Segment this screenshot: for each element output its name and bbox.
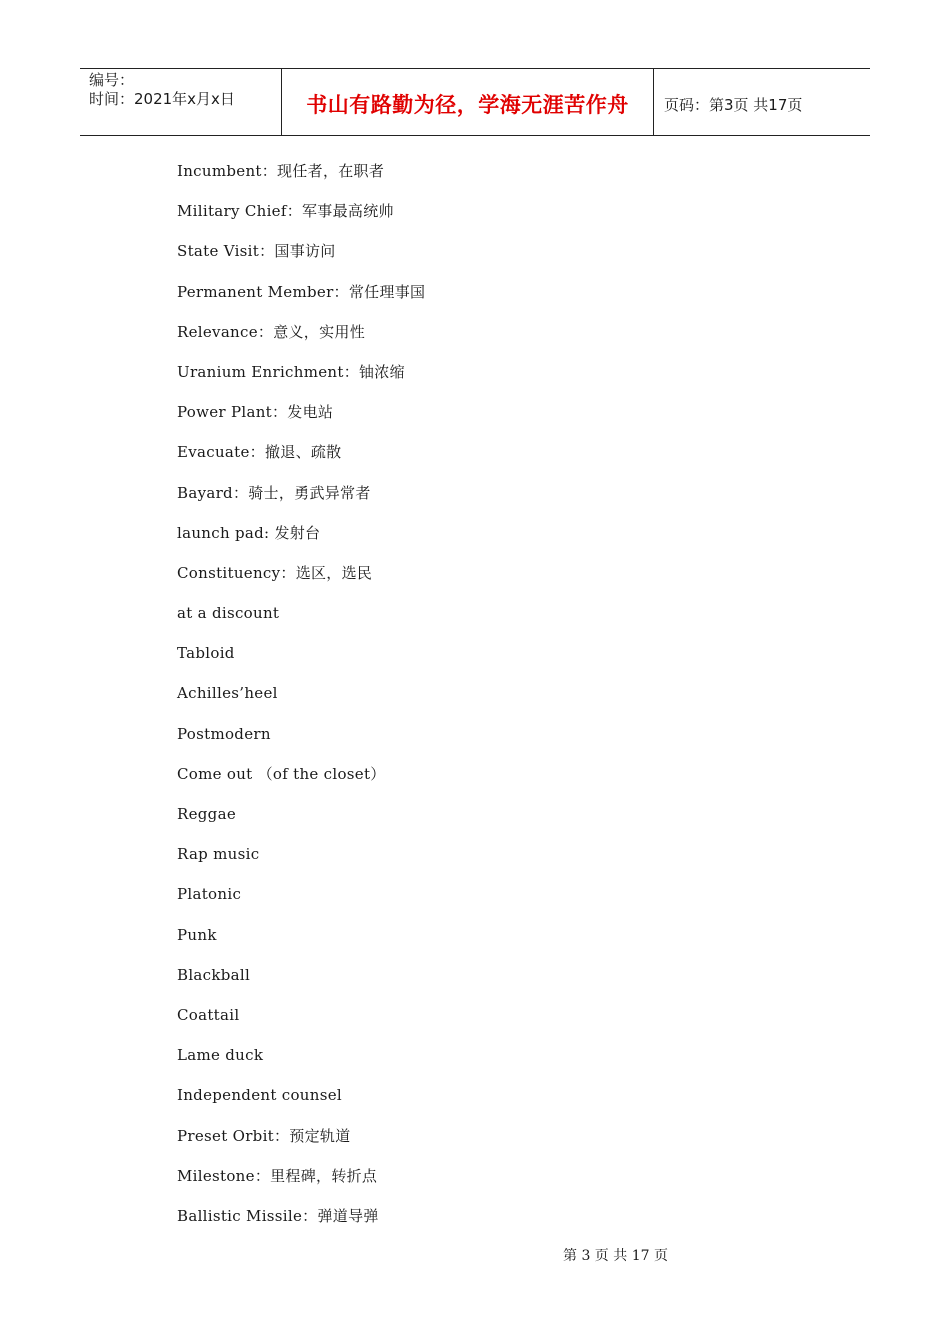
header-motto: 书山有路勤为径，学海无涯苦作舟 bbox=[281, 69, 654, 135]
vocabulary-entry: Military Chief：军事最高统帅 bbox=[177, 202, 394, 221]
vocabulary-entry: Ballistic Missile：弹道导弹 bbox=[177, 1206, 379, 1225]
serial-label: 编号： bbox=[89, 71, 135, 89]
vocabulary-entry: Coattail bbox=[177, 1005, 240, 1024]
vocabulary-entry: Independent counsel bbox=[177, 1086, 342, 1105]
vocabulary-entry: Reggae bbox=[177, 805, 236, 823]
vocabulary-entry: Milestone：里程碑，转折点 bbox=[177, 1166, 378, 1185]
vocabulary-entry: Rap music bbox=[177, 845, 260, 864]
vocabulary-entry: Relevance：意义，实用性 bbox=[177, 322, 366, 341]
vocabulary-entry: State Visit：国事访问 bbox=[177, 242, 336, 261]
vocabulary-list bbox=[177, 158, 425, 1243]
vocabulary-entry: Lame duck bbox=[177, 1046, 264, 1065]
vocabulary-entry: Uranium Enrichment：铀浓缩 bbox=[177, 362, 405, 381]
page-header bbox=[80, 68, 870, 136]
vocabulary-entry: at a discount bbox=[177, 604, 280, 623]
vocabulary-entry: Incumbent：现任者，在职者 bbox=[177, 162, 385, 180]
vocabulary-entry: Come out （of the closet） bbox=[177, 764, 386, 783]
vocabulary-entry: Power Plant：发电站 bbox=[177, 403, 334, 422]
vocabulary-entry: Preset Orbit：预定轨道 bbox=[177, 1126, 351, 1145]
vocabulary-entry: Platonic bbox=[177, 885, 242, 904]
header-page-info: 页码：第3页 共17页 bbox=[664, 95, 803, 114]
header-meta bbox=[80, 69, 281, 135]
vocabulary-entry: Permanent Member：常任理事国 bbox=[177, 282, 426, 301]
vocabulary-entry: Postmodern bbox=[177, 724, 271, 743]
vocabulary-entry: Evacuate：撤退、疏散 bbox=[177, 443, 342, 462]
vocabulary-entry: launch pad: 发射台 bbox=[177, 523, 321, 542]
vocabulary-entry: Tabloid bbox=[177, 644, 235, 663]
vocabulary-entry: Constituency：选区，选民 bbox=[177, 563, 373, 582]
footer-page-number: 第 3 页 共 17 页 bbox=[563, 1248, 668, 1264]
vocabulary-entry: Bayard：骑士，勇武异常者 bbox=[177, 483, 371, 502]
vocabulary-entry: Achilles’heel bbox=[177, 684, 278, 703]
date-label: 时间：2021年x月x日 bbox=[89, 90, 235, 108]
vocabulary-entry: Blackball bbox=[177, 965, 251, 984]
vocabulary-entry: Punk bbox=[177, 925, 217, 944]
